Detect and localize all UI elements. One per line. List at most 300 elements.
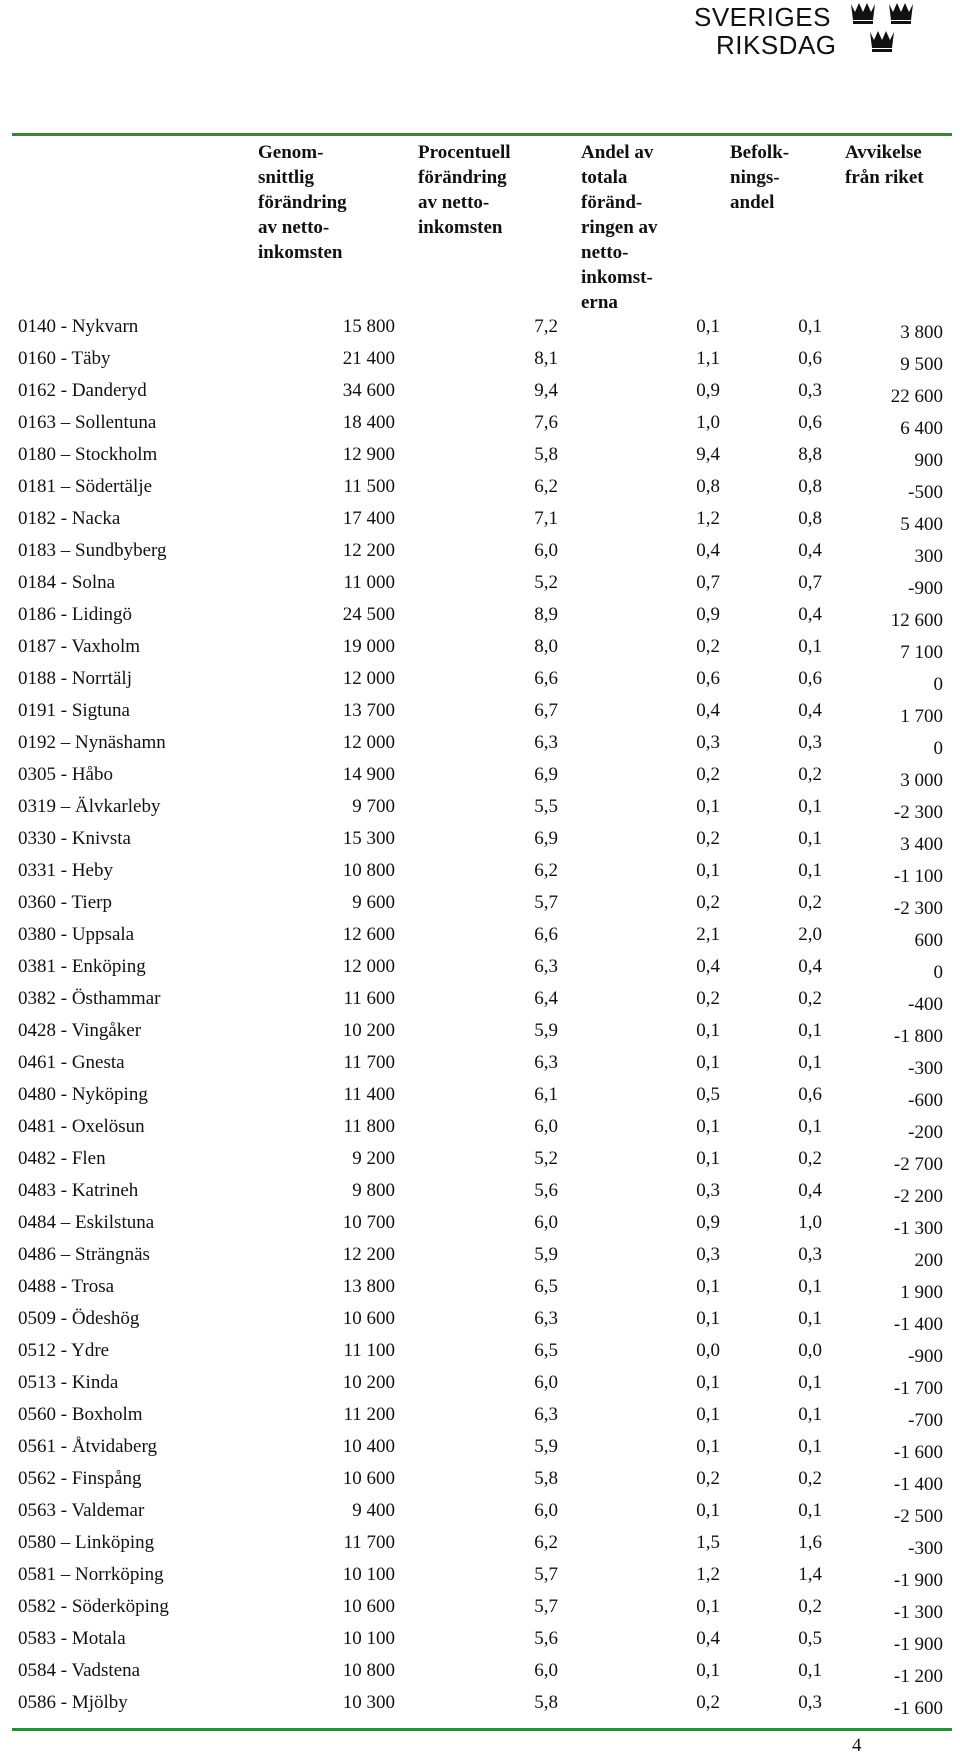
- population-share-cell: 0,2: [798, 1148, 822, 1169]
- share-cell: 1,0: [696, 412, 720, 433]
- deviation-cell: -300: [908, 1058, 943, 1079]
- column-header-pct-change: [418, 140, 511, 240]
- population-share-cell: 0,6: [798, 1084, 822, 1105]
- deviation-cell: -600: [908, 1090, 943, 1111]
- share-cell: 1,2: [696, 508, 720, 529]
- pct-change-cell: 6,0: [534, 1500, 558, 1521]
- share-cell: 0,7: [696, 572, 720, 593]
- header-line: Befolk-: [730, 142, 790, 163]
- avg-change-cell: 10 100: [342, 1564, 395, 1585]
- avg-change-cell: 10 400: [342, 1436, 395, 1457]
- deviation-cell: 0: [933, 674, 943, 695]
- header-line: av netto-: [258, 217, 330, 238]
- share-cell: 0,1: [696, 1660, 720, 1681]
- deviation-cell: -1 400: [893, 1314, 943, 1335]
- deviation-cell: -200: [908, 1122, 943, 1143]
- population-share-cell: 1,6: [798, 1532, 822, 1553]
- share-cell: 1,2: [696, 1564, 720, 1585]
- population-share-cell: 0,6: [798, 668, 822, 689]
- pct-change-cell: 6,3: [534, 956, 558, 977]
- avg-change-cell: 10 300: [342, 1692, 395, 1713]
- header-line: totala: [581, 167, 628, 188]
- pct-change-cell: 5,2: [534, 572, 558, 593]
- share-cell: 0,2: [696, 988, 720, 1009]
- municipality-cell: 0563 - Valdemar: [18, 1500, 145, 1521]
- deviation-cell: -900: [908, 578, 943, 599]
- avg-change-cell: 34 600: [342, 380, 395, 401]
- header-line: förändring: [258, 192, 347, 213]
- table-row: [0, 316, 960, 348]
- population-share-cell: 0,1: [798, 796, 822, 817]
- municipality-cell: 0184 - Solna: [18, 572, 116, 593]
- avg-change-cell: 12 200: [342, 540, 395, 561]
- population-share-cell: 0,7: [798, 572, 822, 593]
- population-share-cell: 1,4: [798, 1564, 822, 1585]
- municipality-cell: 0188 - Norrtälj: [18, 668, 132, 689]
- avg-change-cell: 9 200: [352, 1148, 395, 1169]
- share-cell: 0,6: [696, 668, 720, 689]
- pct-change-cell: 5,8: [534, 444, 558, 465]
- deviation-cell: -2 300: [893, 802, 943, 823]
- header-line: inkomsten: [258, 242, 343, 263]
- pct-change-cell: 7,6: [534, 412, 558, 433]
- table-row: [0, 348, 960, 380]
- table-row: [0, 1340, 960, 1372]
- pct-change-cell: 6,3: [534, 1404, 558, 1425]
- pct-change-cell: 6,0: [534, 1660, 558, 1681]
- table-row: [0, 508, 960, 540]
- municipality-cell: 0380 - Uppsala: [18, 924, 135, 945]
- population-share-cell: 0,2: [798, 892, 822, 913]
- population-share-cell: 0,1: [798, 1020, 822, 1041]
- table-row: [0, 476, 960, 508]
- avg-change-cell: 9 800: [352, 1180, 395, 1201]
- page-number: 4: [852, 1735, 862, 1756]
- population-share-cell: 0,1: [798, 828, 822, 849]
- deviation-cell: -1 900: [893, 1634, 943, 1655]
- avg-change-cell: 11 200: [343, 1404, 395, 1425]
- avg-change-cell: 12 600: [342, 924, 395, 945]
- pct-change-cell: 6,9: [534, 828, 558, 849]
- avg-change-cell: 10 600: [342, 1596, 395, 1617]
- municipality-cell: 0382 - Östhammar: [18, 988, 161, 1009]
- deviation-cell: 0: [933, 962, 943, 983]
- population-share-cell: 0,8: [798, 508, 822, 529]
- table-row: [0, 572, 960, 604]
- avg-change-cell: 18 400: [342, 412, 395, 433]
- municipality-cell: 0513 - Kinda: [18, 1372, 119, 1393]
- municipality-cell: 0187 - Vaxholm: [18, 636, 141, 657]
- municipality-cell: 0428 - Vingåker: [18, 1020, 142, 1041]
- share-cell: 0,1: [696, 1020, 720, 1041]
- deviation-cell: 7 100: [900, 642, 943, 663]
- footer-rule: [12, 1728, 952, 1731]
- header-rule: [12, 133, 952, 136]
- municipality-cell: 0163 – Sollentuna: [18, 412, 157, 433]
- municipality-cell: 0586 - Mjölby: [18, 1692, 128, 1713]
- column-header-population-share: [730, 140, 789, 215]
- deviation-cell: 5 400: [900, 514, 943, 535]
- deviation-cell: -1 200: [893, 1666, 943, 1687]
- avg-change-cell: 10 800: [342, 860, 395, 881]
- share-cell: 0,1: [696, 860, 720, 881]
- avg-change-cell: 11 000: [343, 572, 395, 593]
- pct-change-cell: 6,6: [534, 668, 558, 689]
- deviation-cell: 600: [914, 930, 943, 951]
- population-share-cell: 8,8: [798, 444, 822, 465]
- population-share-cell: 0,6: [798, 348, 822, 369]
- table-row: [0, 924, 960, 956]
- deviation-cell: 3 400: [900, 834, 943, 855]
- population-share-cell: 0,1: [798, 1308, 822, 1329]
- avg-change-cell: 12 000: [342, 956, 395, 977]
- table-row: [0, 380, 960, 412]
- avg-change-cell: 10 600: [342, 1308, 395, 1329]
- logo-line-2: RIKSDAG: [716, 30, 837, 60]
- table-row: [0, 1084, 960, 1116]
- header-line: andel: [730, 192, 775, 213]
- population-share-cell: 0,0: [798, 1340, 822, 1361]
- avg-change-cell: 17 400: [342, 508, 395, 529]
- pct-change-cell: 6,3: [534, 1052, 558, 1073]
- share-cell: 0,1: [696, 1052, 720, 1073]
- pct-change-cell: 8,9: [534, 604, 558, 625]
- pct-change-cell: 6,2: [534, 1532, 558, 1553]
- deviation-cell: -1 700: [893, 1378, 943, 1399]
- pct-change-cell: 6,2: [534, 860, 558, 881]
- population-share-cell: 0,4: [798, 540, 822, 561]
- population-share-cell: 2,0: [798, 924, 822, 945]
- share-cell: 0,3: [696, 1180, 720, 1201]
- municipality-cell: 0488 - Trosa: [18, 1276, 115, 1297]
- pct-change-cell: 5,6: [534, 1180, 558, 1201]
- deviation-cell: -500: [908, 482, 943, 503]
- table-row: [0, 700, 960, 732]
- header-line: snittlig: [258, 167, 314, 188]
- pct-change-cell: 6,0: [534, 1372, 558, 1393]
- column-header-share-total: [581, 140, 658, 315]
- pct-change-cell: 6,2: [534, 476, 558, 497]
- population-share-cell: 0,4: [798, 604, 822, 625]
- municipality-cell: 0319 – Älvkarleby: [18, 796, 161, 817]
- share-cell: 0,5: [696, 1084, 720, 1105]
- share-cell: 2,1: [696, 924, 720, 945]
- table-row: [0, 1532, 960, 1564]
- header-line: erna: [581, 292, 618, 313]
- pct-change-cell: 6,0: [534, 1212, 558, 1233]
- table-row: [0, 1468, 960, 1500]
- avg-change-cell: 9 700: [352, 796, 395, 817]
- population-share-cell: 0,3: [798, 1692, 822, 1713]
- share-cell: 0,2: [696, 892, 720, 913]
- deviation-cell: -1 800: [893, 1026, 943, 1047]
- header-line: Genom-: [258, 142, 324, 163]
- population-share-cell: 0,1: [798, 1116, 822, 1137]
- avg-change-cell: 9 400: [352, 1500, 395, 1521]
- deviation-cell: -2 300: [893, 898, 943, 919]
- share-cell: 0,1: [696, 1276, 720, 1297]
- table-row: [0, 444, 960, 476]
- avg-change-cell: 11 800: [343, 1116, 395, 1137]
- header-line: Avvikelse: [845, 142, 922, 163]
- municipality-cell: 0483 - Katrineh: [18, 1180, 139, 1201]
- municipality-cell: 0181 – Södertälje: [18, 476, 153, 497]
- population-share-cell: 0,2: [798, 1596, 822, 1617]
- municipality-cell: 0581 – Norrköping: [18, 1564, 164, 1585]
- deviation-cell: 300: [914, 546, 943, 567]
- header-line: inkomsten: [418, 217, 503, 238]
- table-row: [0, 988, 960, 1020]
- share-cell: 1,1: [696, 348, 720, 369]
- municipality-cell: 0560 - Boxholm: [18, 1404, 143, 1425]
- deviation-cell: -1 300: [893, 1602, 943, 1623]
- avg-change-cell: 10 800: [342, 1660, 395, 1681]
- municipality-cell: 0160 - Täby: [18, 348, 111, 369]
- municipality-cell: 0482 - Flen: [18, 1148, 106, 1169]
- share-cell: 0,4: [696, 700, 720, 721]
- deviation-cell: 900: [914, 450, 943, 471]
- avg-change-cell: 11 500: [343, 476, 395, 497]
- municipality-cell: 0192 – Nynäshamn: [18, 732, 166, 753]
- avg-change-cell: 11 400: [343, 1084, 395, 1105]
- share-cell: 0,3: [696, 732, 720, 753]
- deviation-cell: 3 800: [900, 322, 943, 343]
- pct-change-cell: 6,9: [534, 764, 558, 785]
- deviation-cell: -900: [908, 1346, 943, 1367]
- population-share-cell: 0,1: [798, 1436, 822, 1457]
- table-row: [0, 956, 960, 988]
- municipality-cell: 0182 - Nacka: [18, 508, 121, 529]
- municipality-cell: 0484 – Eskilstuna: [18, 1212, 155, 1233]
- avg-change-cell: 24 500: [342, 604, 395, 625]
- header-line: inkomst-: [581, 267, 653, 288]
- pct-change-cell: 5,7: [534, 892, 558, 913]
- deviation-cell: -1 600: [893, 1698, 943, 1719]
- share-cell: 0,4: [696, 540, 720, 561]
- share-cell: 0,1: [696, 1436, 720, 1457]
- share-cell: 0,2: [696, 828, 720, 849]
- population-share-cell: 0,5: [798, 1628, 822, 1649]
- three-crowns-icon: [849, 0, 924, 58]
- municipality-cell: 0305 - Håbo: [18, 764, 113, 785]
- avg-change-cell: 12 200: [342, 1244, 395, 1265]
- pct-change-cell: 6,0: [534, 1116, 558, 1137]
- population-share-cell: 0,3: [798, 732, 822, 753]
- share-cell: 0,2: [696, 1468, 720, 1489]
- header-line: av netto-: [418, 192, 490, 213]
- population-share-cell: 0,1: [798, 1660, 822, 1681]
- pct-change-cell: 6,4: [534, 988, 558, 1009]
- header-line: föränd-: [581, 192, 643, 213]
- share-cell: 0,2: [696, 764, 720, 785]
- table-row: [0, 1020, 960, 1052]
- population-share-cell: 0,4: [798, 1180, 822, 1201]
- header-line: från riket: [845, 167, 924, 188]
- deviation-cell: -1 300: [893, 1218, 943, 1239]
- pct-change-cell: 5,9: [534, 1436, 558, 1457]
- deviation-cell: -1 400: [893, 1474, 943, 1495]
- share-cell: 0,1: [696, 1308, 720, 1329]
- avg-change-cell: 10 600: [342, 1468, 395, 1489]
- share-cell: 0,9: [696, 1212, 720, 1233]
- table-row: [0, 1212, 960, 1244]
- avg-change-cell: 15 300: [342, 828, 395, 849]
- avg-change-cell: 9 600: [352, 892, 395, 913]
- pct-change-cell: 5,7: [534, 1564, 558, 1585]
- municipality-cell: 0486 – Strängnäs: [18, 1244, 150, 1265]
- pct-change-cell: 6,6: [534, 924, 558, 945]
- deviation-cell: 0: [933, 738, 943, 759]
- deviation-cell: -1 600: [893, 1442, 943, 1463]
- share-cell: 0,9: [696, 604, 720, 625]
- avg-change-cell: 11 600: [343, 988, 395, 1009]
- pct-change-cell: 6,3: [534, 1308, 558, 1329]
- population-share-cell: 0,1: [798, 636, 822, 657]
- avg-change-cell: 21 400: [342, 348, 395, 369]
- deviation-cell: -1 900: [893, 1570, 943, 1591]
- share-cell: 0,1: [696, 1596, 720, 1617]
- table-row: [0, 1148, 960, 1180]
- avg-change-cell: 19 000: [342, 636, 395, 657]
- deviation-cell: 3 000: [900, 770, 943, 791]
- share-cell: 0,3: [696, 1244, 720, 1265]
- column-header-deviation: [845, 140, 924, 190]
- table-row: [0, 1052, 960, 1084]
- table-row: [0, 1660, 960, 1692]
- table-row: [0, 1500, 960, 1532]
- avg-change-cell: 15 800: [342, 316, 395, 337]
- avg-change-cell: 11 700: [343, 1052, 395, 1073]
- population-share-cell: 0,1: [798, 316, 822, 337]
- table-row: [0, 796, 960, 828]
- header-line: ringen av: [581, 217, 658, 238]
- municipality-cell: 0512 - Ydre: [18, 1340, 110, 1361]
- share-cell: 0,1: [696, 1500, 720, 1521]
- municipality-cell: 0191 - Sigtuna: [18, 700, 130, 721]
- population-share-cell: 0,1: [798, 1276, 822, 1297]
- avg-change-cell: 10 200: [342, 1020, 395, 1041]
- municipality-cell: 0183 – Sundbyberg: [18, 540, 167, 561]
- deviation-cell: 9 500: [900, 354, 943, 375]
- population-share-cell: 0,3: [798, 1244, 822, 1265]
- table-row: [0, 540, 960, 572]
- deviation-cell: 6 400: [900, 418, 943, 439]
- deviation-cell: -400: [908, 994, 943, 1015]
- header-line: Andel av: [581, 142, 654, 163]
- pct-change-cell: 6,5: [534, 1276, 558, 1297]
- table-row: [0, 1596, 960, 1628]
- municipality-cell: 0140 - Nykvarn: [18, 316, 139, 337]
- pct-change-cell: 6,7: [534, 700, 558, 721]
- avg-change-cell: 10 100: [342, 1628, 395, 1649]
- deviation-cell: 12 600: [890, 610, 943, 631]
- share-cell: 0,2: [696, 636, 720, 657]
- deviation-cell: -2 500: [893, 1506, 943, 1527]
- pct-change-cell: 5,8: [534, 1468, 558, 1489]
- table-row: [0, 1404, 960, 1436]
- municipality-cell: 0562 - Finspång: [18, 1468, 142, 1489]
- share-cell: 0,0: [696, 1340, 720, 1361]
- pct-change-cell: 8,1: [534, 348, 558, 369]
- table-row: [0, 636, 960, 668]
- pct-change-cell: 8,0: [534, 636, 558, 657]
- population-share-cell: 0,4: [798, 700, 822, 721]
- pct-change-cell: 7,2: [534, 316, 558, 337]
- share-cell: 0,1: [696, 1116, 720, 1137]
- header-line: netto-: [581, 242, 629, 263]
- pct-change-cell: 9,4: [534, 380, 558, 401]
- municipality-cell: 0330 - Knivsta: [18, 828, 131, 849]
- pct-change-cell: 6,1: [534, 1084, 558, 1105]
- avg-change-cell: 11 100: [343, 1340, 395, 1361]
- share-cell: 0,9: [696, 380, 720, 401]
- population-share-cell: 0,8: [798, 476, 822, 497]
- deviation-cell: 200: [914, 1250, 943, 1271]
- share-cell: 0,1: [696, 1404, 720, 1425]
- table-row: [0, 604, 960, 636]
- table-row: [0, 1308, 960, 1340]
- municipality-cell: 0509 - Ödeshög: [18, 1308, 140, 1329]
- table-row: [0, 732, 960, 764]
- population-share-cell: 0,1: [798, 1372, 822, 1393]
- municipality-cell: 0331 - Heby: [18, 860, 113, 881]
- deviation-cell: 1 900: [900, 1282, 943, 1303]
- logo-line-1: SVERIGES: [694, 2, 831, 32]
- share-cell: 0,4: [696, 956, 720, 977]
- pct-change-cell: 5,6: [534, 1628, 558, 1649]
- population-share-cell: 0,2: [798, 764, 822, 785]
- table-row: [0, 1116, 960, 1148]
- pct-change-cell: 5,8: [534, 1692, 558, 1713]
- population-share-cell: 0,2: [798, 1468, 822, 1489]
- avg-change-cell: 13 800: [342, 1276, 395, 1297]
- pct-change-cell: 7,1: [534, 508, 558, 529]
- table-row: [0, 1692, 960, 1724]
- municipality-cell: 0186 - Lidingö: [18, 604, 132, 625]
- share-cell: 9,4: [696, 444, 720, 465]
- avg-change-cell: 12 000: [342, 668, 395, 689]
- header-line: Procentuell: [418, 142, 511, 163]
- table-row: [0, 1628, 960, 1660]
- table-row: [0, 1244, 960, 1276]
- deviation-cell: -1 100: [893, 866, 943, 887]
- deviation-cell: -300: [908, 1538, 943, 1559]
- table-row: [0, 668, 960, 700]
- deviation-cell: -2 200: [893, 1186, 943, 1207]
- population-share-cell: 0,1: [798, 1052, 822, 1073]
- municipality-cell: 0582 - Söderköping: [18, 1596, 169, 1617]
- municipality-cell: 0481 - Oxelösun: [18, 1116, 145, 1137]
- table-row: [0, 892, 960, 924]
- population-share-cell: 0,2: [798, 988, 822, 1009]
- share-cell: 0,1: [696, 1148, 720, 1169]
- share-cell: 0,8: [696, 476, 720, 497]
- pct-change-cell: 6,3: [534, 732, 558, 753]
- municipality-cell: 0561 - Åtvidaberg: [18, 1436, 157, 1457]
- avg-change-cell: 12 000: [342, 732, 395, 753]
- table-row: [0, 764, 960, 796]
- avg-change-cell: 11 700: [343, 1532, 395, 1553]
- municipality-cell: 0583 - Motala: [18, 1628, 126, 1649]
- header-line: nings-: [730, 167, 780, 188]
- share-cell: 0,1: [696, 316, 720, 337]
- municipality-cell: 0162 - Danderyd: [18, 380, 147, 401]
- share-cell: 0,4: [696, 1628, 720, 1649]
- pct-change-cell: 6,0: [534, 540, 558, 561]
- municipality-cell: 0580 – Linköping: [18, 1532, 155, 1553]
- table-row: [0, 828, 960, 860]
- deviation-cell: -2 700: [893, 1154, 943, 1175]
